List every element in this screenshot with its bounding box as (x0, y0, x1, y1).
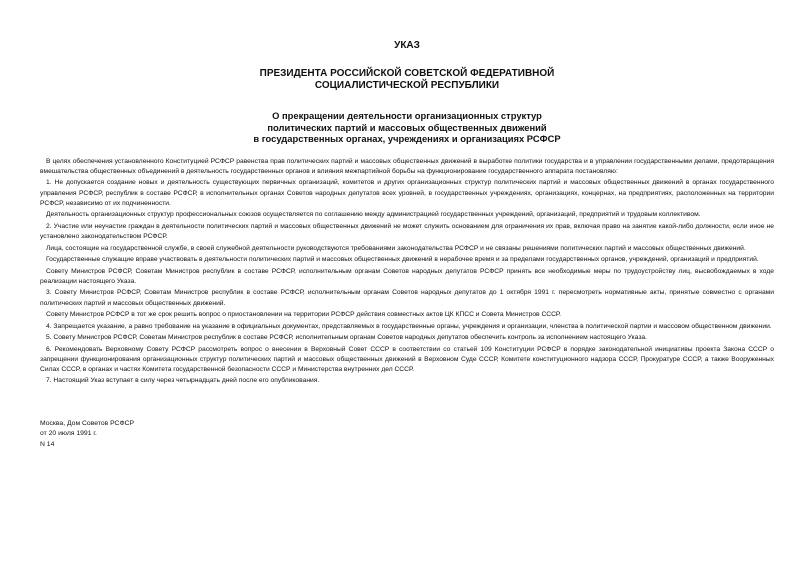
title-line-3: в государственных органах, учреждениях и организациях РСФСР (253, 133, 561, 145)
signature-date: от 20 июля 1991 г. (40, 430, 97, 438)
paragraph: Совету Министров РСФСР в тот же срок решить вопрос о приостановлении на территории РСФСР действия совместных актов ЦК КПСС и Совета Министров СССР. (46, 311, 561, 318)
paragraph: Государственные служащие вправе участвовать в деятельности политических партий и массовых общественных движений в нерабочее время и за пределами государственных органов, учреждений, организаций и предприятий. (46, 256, 759, 264)
issuer-line-1: ПРЕЗИДЕНТА РОССИЙСКОЙ СОВЕТСКОЙ ФЕДЕРАТИВНОЙ (259, 68, 555, 79)
paragraph: Деятельность организационных структур профессиональных союзов осуществляется по соглашению между администрацией государственных учреждений, организаций, предприятий и трудовым коллективом. (46, 211, 701, 219)
paragraph: В целях обеспечения установленного Конституцией РСФСР равенства прав политических партий и массовых общественных движений в выработке политики государства и в управлении государственными делами, предотвращения вмешательства общественных объединений в деятельность государственных органов и влияния межпартийной борьбы на функционирование государственного аппарата постановляю: (40, 157, 774, 175)
paragraph: 6. Рекомендовать Верховному Совету РСФСР рассмотреть вопрос о внесении в Верховный Совет СССР в соответствии со статьей 109 Конституции РСФСР в порядке законодательной инициативы проекта Закона СССР о запрещении функционирования организационных структур политических партий и массовых общественных движений в Верховном Суде СССР, Комитете конституционного надзора СССР, Прокуратуре СССР, а также Вооруженных Силах СССР, в органах и частях Комитета государственной безопасности СССР и Министерства внутренних дел СССР. (40, 345, 774, 373)
document-body (40, 157, 774, 387)
paragraph: 2. Участие или неучастие граждан в деятельности политических партий и массовых общественных движений не может служить основанием для ограничения их прав, включая право на занятие какой-либо должности, если иное не установлено законодательством РСФСР. (40, 222, 774, 241)
document-type: УКАЗ (394, 40, 420, 51)
paragraph: Лица, состоящие на государственной службе, в своей служебной деятельности руководствуются требованиями законодательства РСФСР и не связаны решениями политических партий и массовых общественных движений. (46, 244, 746, 252)
signature-number: N 14 (40, 440, 55, 448)
issuer-heading (40, 68, 774, 92)
paragraph: Совету Министров РСФСР, Советам Министров республик в составе РСФСР, исполнительным органам Советов народных депутатов РСФСР принять все необходимые меры по трудоустройству лиц, высвобождаемых в ходе реализации настоящего Указа. (40, 267, 774, 285)
issuer-line-2: СОЦИАЛИСТИЧЕСКОЙ РЕСПУБЛИКИ (314, 80, 500, 91)
signature-block (40, 419, 134, 450)
document-title (40, 110, 774, 145)
signature-place: Москва, Дом Советов РСФСР (40, 420, 135, 427)
title-line-2: политических партий и массовых общественных движений (267, 121, 547, 133)
paragraph: 7. Настоящий Указ вступает в силу через четырнадцать дней после его опубликования. (46, 377, 320, 385)
paragraph: 5. Совету Министров РСФСР, Советам Министров республик в составе РСФСР, исполнительным органам Советов народных депутатов обеспечить контроль за исполнением настоящего Указа. (46, 334, 647, 341)
title-line-1: О прекращении деятельности организационных структур (272, 110, 542, 121)
paragraph: 1. Не допускается создание новых и деятельность существующих первичных организаций, комитетов и других организационных структур политических партий и массовых общественных движений в органах государственного управления РСФСР, республик в составе РСФСР, в исполнительных органах Советов народных депутатов всех уровней, в государственных учреждениях, организациях, концернах, на предприятиях, расположенных на территории РСФСР, независимо от их подчиненности. (40, 179, 774, 207)
paragraph: 3. Совету Министров РСФСР, Советам Министров республик в составе РСФСР, исполнительным органам Советов народных депутатов до 1 октября 1991 г. пересмотреть нормативные акты, принятые совместно с органами политических партий и массовых общественных движений. (40, 289, 774, 307)
document (40, 40, 774, 388)
paragraph: 4. Запрещается указание, а равно требование на указание в официальных документах, представляемых в государственные органы, учреждения и организации, членства в политической партии и массовом общественном движении. (46, 322, 772, 330)
